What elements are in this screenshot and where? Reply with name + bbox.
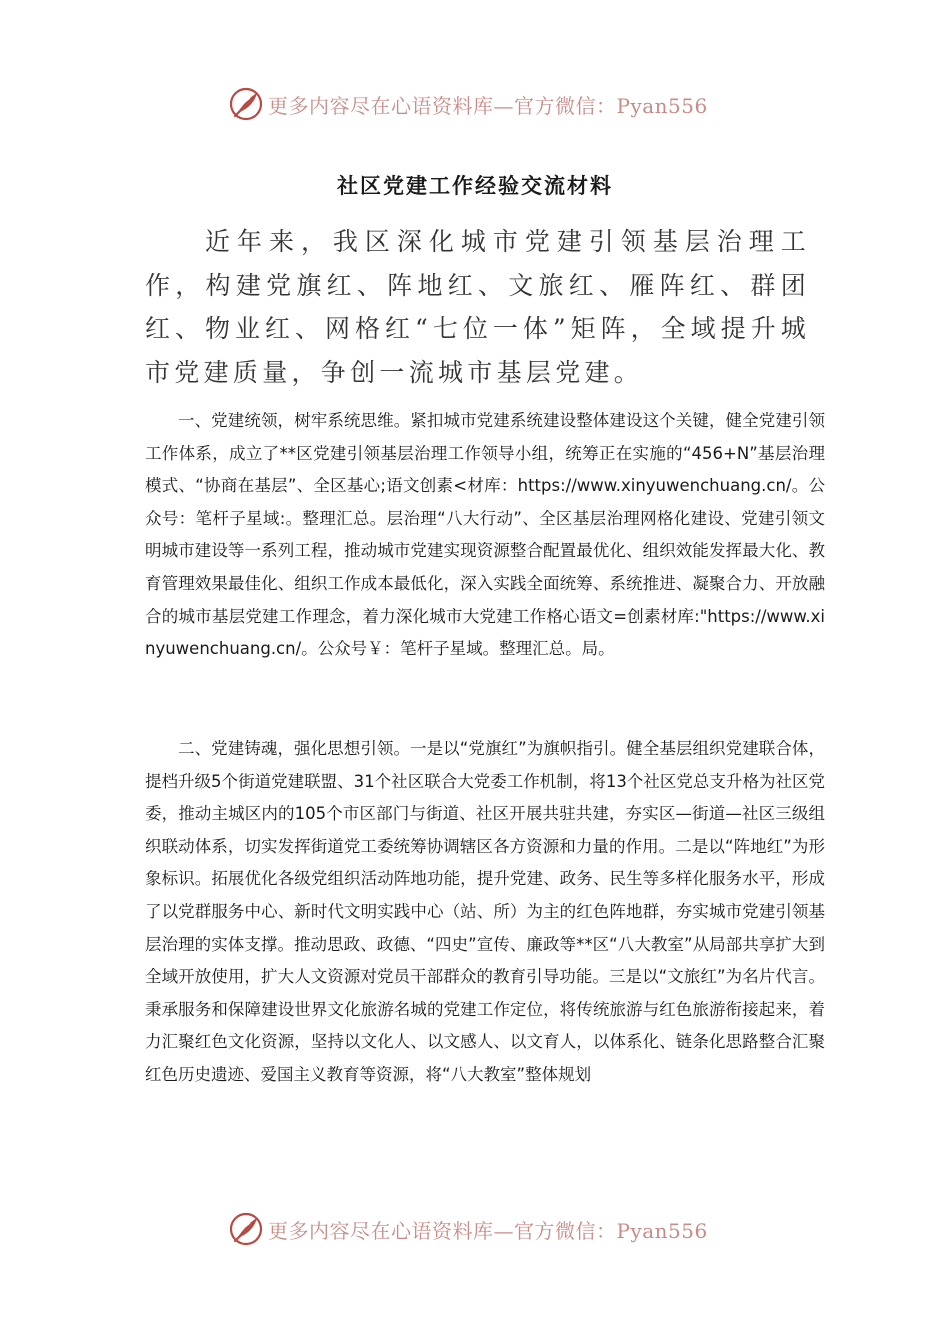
quill-pen-logo-icon — [228, 86, 264, 122]
document-title: 社区党建工作经验交流材料 — [337, 174, 613, 198]
watermark-header — [228, 84, 708, 124]
quill-pen-logo-icon — [228, 1211, 264, 1247]
watermark-text: 更多内容尽在心语资料库—官方微信：Pyan556 — [268, 1218, 708, 1243]
body-paragraph-2: 二、党建铸魂，强化思想引领。一是以“党旗红”为旗帜指引。健全基层组织党建联合体，提档升级5个街道党建联盟、31个社区联合大党委工作机制，将13个社区党总支升格为社区党委，推动主城区内的105个市区部门与街道、社区开展共驻共建，夯实区—街道—社区三级组织联动体系，切实发挥街道党工委统筹协调辖区各方资源和力量的作用。二是以“阵地红”为形象标识。拓展优化各级党组织活动阵地功能，提升党建、政务、民生等多样化服务水平，形成了以党群服务中心、新时代文明实践中心（站、所）为主的红色阵地群，夯实城市党建引领基层治理的实体支撑。推动思政、政德、“四史”宣传、廉政等**区“八大教室”从局部共享扩大到全域开放使用，扩大人文资源对党员干部群众的教育引导功能。三是以“文旅红”为名片代言。秉承服务和保障建设世界文化旅游名城的党建工作定位，将传统旅游与红色旅游衔接起来，着力汇聚红色文化资源，坚持以文化人、以文感人、以文育人，以体系化、链条化思路整合汇聚红色历史遗迹、爱国主义教育等资源，将“八大教室”整体规划 — [145, 739, 825, 1084]
intro-paragraph: 近年来，我区深化城市党建引领基层治理工作，构建党旗红、阵地红、文旅红、雁阵红、群团红、物业红、网格红“七位一体”矩阵，全域提升城市党建质量，争创一流城市基层党建。 — [145, 227, 810, 387]
body-paragraph-1: 一、党建统领，树牢系统思维。紧扣城市党建系统建设整体建设这个关键，健全党建引领工作体系，成立了**区党建引领基层治理工作领导小组，统筹正在实施的“456+N”基层治理模式、“协商在基层”、全区基心;语文创素<材库：https://www.xinyuwenchuang.cn/。公众号：笔杆子星域:。整理汇总。层治理“八大行动”、全区基层治理网格化建设、党建引领文明城市建设等一系列工程，推动城市党建实现资源整合配置最优化、组织效能发挥最大化、教育管理效果最佳化、组织工作成本最低化，深入实践全面统筹、系统推进、凝聚合力、开放融合的城市基层党建工作理念，着力深化城市大党建工作格心语文=创素材库:"https://www.xinyuwenchuang.cn/。公众号￥：笔杆子星域。整理汇总。局。 — [145, 411, 825, 659]
watermark-footer — [228, 1209, 708, 1249]
watermark-text: 更多内容尽在心语资料库—官方微信：Pyan556 — [268, 93, 708, 118]
